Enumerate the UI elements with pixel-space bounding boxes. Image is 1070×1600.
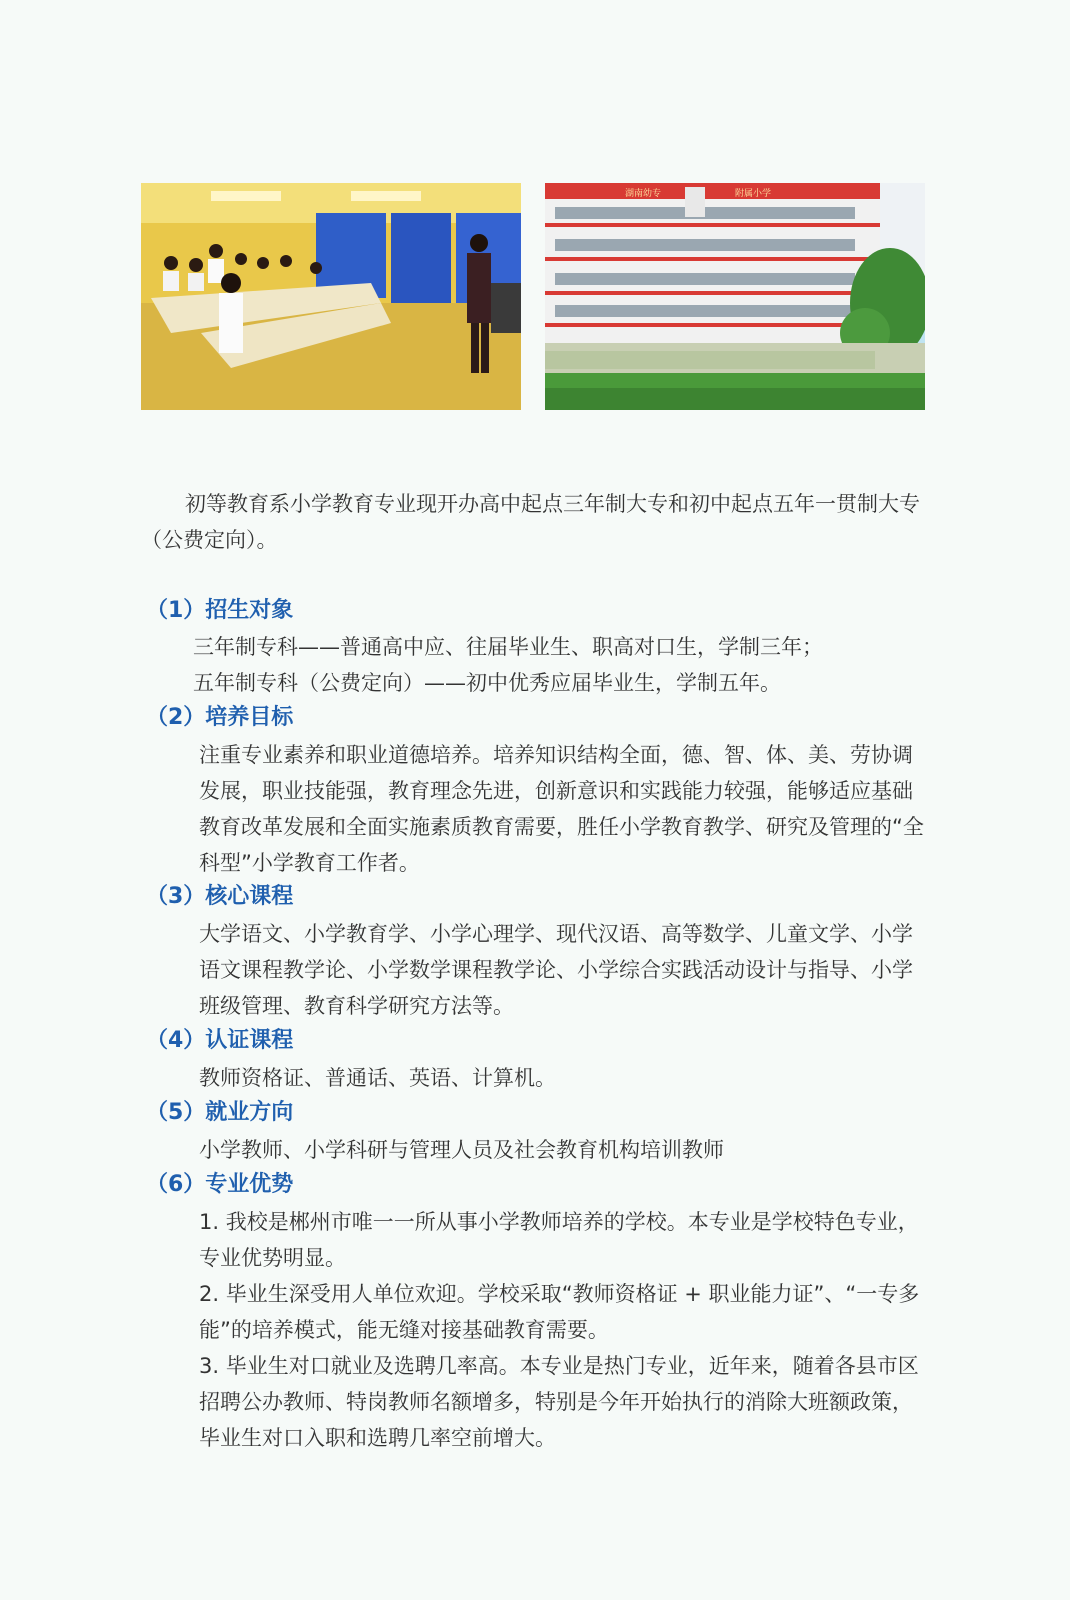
section-title-certification: （4）认证课程 bbox=[146, 1028, 294, 1053]
building-sign-left: 湖南幼专 bbox=[625, 189, 662, 199]
section-title-employment: （5）就业方向 bbox=[146, 1100, 294, 1125]
enrollment-line-3yr: 三年制专科——普通高中应、往届毕业生、职高对口生，学制三年； bbox=[193, 635, 823, 659]
section-title-goals: （2）培养目标 bbox=[146, 705, 294, 730]
advantage-item-2: 2. 毕业生深受用人单位欢迎。学校采取“教师资格证 + 职业能力证”、“一专多能”的培养模式，能无缝对接基础教育需要。 bbox=[199, 1282, 920, 1342]
school-building-photo bbox=[545, 183, 925, 410]
employment-body: 小学教师、小学科研与管理人员及社会教育机构培训教师 bbox=[199, 1138, 724, 1162]
goals-body: 注重专业素养和职业道德培养。培养知识结构全面，德、智、体、美、劳协调发展，职业技能强，教育理念先进，创新意识和实践能力较强，能够适应基础教育改革发展和全面实施素质教育需要，胜任小学教育教学、研究及管理的“全科型”小学教育工作者。 bbox=[199, 743, 924, 875]
intro-paragraph: 初等教育系小学教育专业现开办高中起点三年制大专和初中起点五年一贯制大专（公费定向）。 bbox=[141, 492, 920, 552]
building-sign-right: 附属小学 bbox=[735, 189, 772, 199]
advantage-item-3: 3. 毕业生对口就业及选聘几率高。本专业是热门专业，近年来，随着各县市区招聘公办教师、特岗教师名额增多，特别是今年开始执行的消除大班额政策，毕业生对口入职和选聘几率空前增大。 bbox=[199, 1354, 919, 1450]
classroom-photo bbox=[141, 183, 521, 410]
certification-body: 教师资格证、普通话、英语、计算机。 bbox=[199, 1066, 556, 1090]
core-courses-body: 大学语文、小学教育学、小学心理学、现代汉语、高等数学、儿童文学、小学语文课程教学论、小学数学课程教学论、小学综合实践活动设计与指导、小学班级管理、教育科学研究方法等。 bbox=[199, 922, 913, 1018]
advantage-item-1: 1. 我校是郴州市唯一一所从事小学教师培养的学校。本专业是学校特色专业，专业优势明显。 bbox=[199, 1210, 919, 1270]
section-title-core-courses: （3）核心课程 bbox=[146, 884, 294, 909]
section-title-advantages: （6）专业优势 bbox=[146, 1172, 294, 1197]
enrollment-line-5yr: 五年制专科（公费定向）——初中优秀应届毕业生，学制五年。 bbox=[193, 671, 781, 695]
section-title-enrollment: （1）招生对象 bbox=[146, 598, 294, 623]
